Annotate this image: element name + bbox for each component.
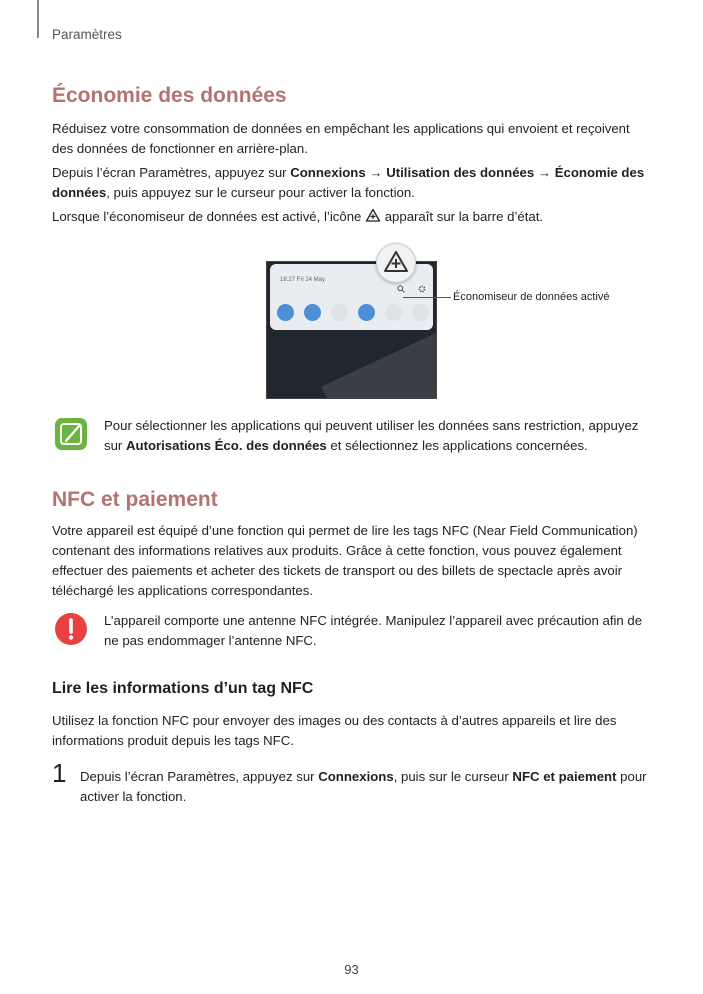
paragraph-instructions: Depuis l’écran Paramètres, appuyez sur Connexions → Utilisation des données → Économie des données, puis appuyez sur le curseur pour activer la fonction. [52, 165, 645, 200]
wallpaper-shape [321, 323, 437, 399]
page-number: 93 [344, 962, 359, 977]
warning-icon [54, 612, 88, 646]
header-rule [37, 0, 39, 38]
section-title-nfc: NFC et paiement [52, 488, 218, 511]
panel-time: 18:27 Fri 24 May [280, 277, 326, 283]
step-text: Depuis l’écran Paramètres, appuyez sur Connexions, puis sur le curseur NFC et paiement pour activer la fonction. [80, 769, 647, 804]
menu-nfc-payment: NFC et paiement [512, 769, 617, 784]
section-title-data-saver: Économie des données [52, 84, 287, 107]
flashlight-toggle [412, 304, 429, 321]
warning-text: L’appareil comporte une antenne NFC intégrée. Manipulez l’appareil avec précaution afin de ne pas endommager l’antenne NFC. [104, 613, 643, 648]
paragraph-nfc-intro: Votre appareil est équipé d’une fonction qui permet de lire les tags NFC (Near Field Communication) contenant des informations relatives aux produits. Grâce à cette fonction, vous pouvez également effectuer des paiements et acheter des tickets de transport ou des billets de spectacle après avoir téléchargé les applications correspondantes. [52, 523, 638, 598]
airplane-toggle [385, 304, 402, 321]
callout-line [403, 297, 451, 298]
callout-label: Économiseur de données activé [453, 291, 610, 303]
menu-data-saver: Économie des données [52, 165, 645, 200]
gear-icon [418, 280, 426, 288]
paragraph-intro: Réduisez votre consommation de données en empêchant les applications qui envoient et reçoivent des données de fonctionner en arrière-plan. [52, 121, 630, 156]
paragraph-icon-info: Lorsque l’économiseur de données est activé, l’icône apparaît sur la barre d’état. [52, 209, 544, 224]
menu-data-saver-permissions: Autorisations Éco. des données [125, 438, 327, 453]
sound-toggle [304, 304, 321, 321]
menu-connexions-step: Connexions [318, 769, 394, 784]
menu-connexions: Connexions [290, 165, 366, 180]
data-saver-indicator [376, 243, 416, 283]
section-title-read-nfc: Lire les informations d’un tag NFC [52, 680, 314, 697]
header-title: Paramètres [52, 27, 122, 42]
autorotate-toggle [358, 304, 375, 321]
step-number: 1 [52, 758, 67, 788]
menu-data-usage: Utilisation des données [386, 165, 535, 180]
bluetooth-toggle [331, 304, 348, 321]
note-icon [54, 417, 88, 451]
paragraph-nfc-read: Utilisez la fonction NFC pour envoyer des images ou des contacts à d’autres appareils et lire des informations produit depuis les tags NFC. [52, 713, 617, 748]
note-text: Pour sélectionner les applications qui peuvent utiliser les données sans restriction, appuyez sur Autorisations Éco. des données et sélectionnez les applications concernées. [104, 418, 639, 453]
wifi-toggle [277, 304, 294, 321]
data-saver-icon [365, 208, 381, 224]
